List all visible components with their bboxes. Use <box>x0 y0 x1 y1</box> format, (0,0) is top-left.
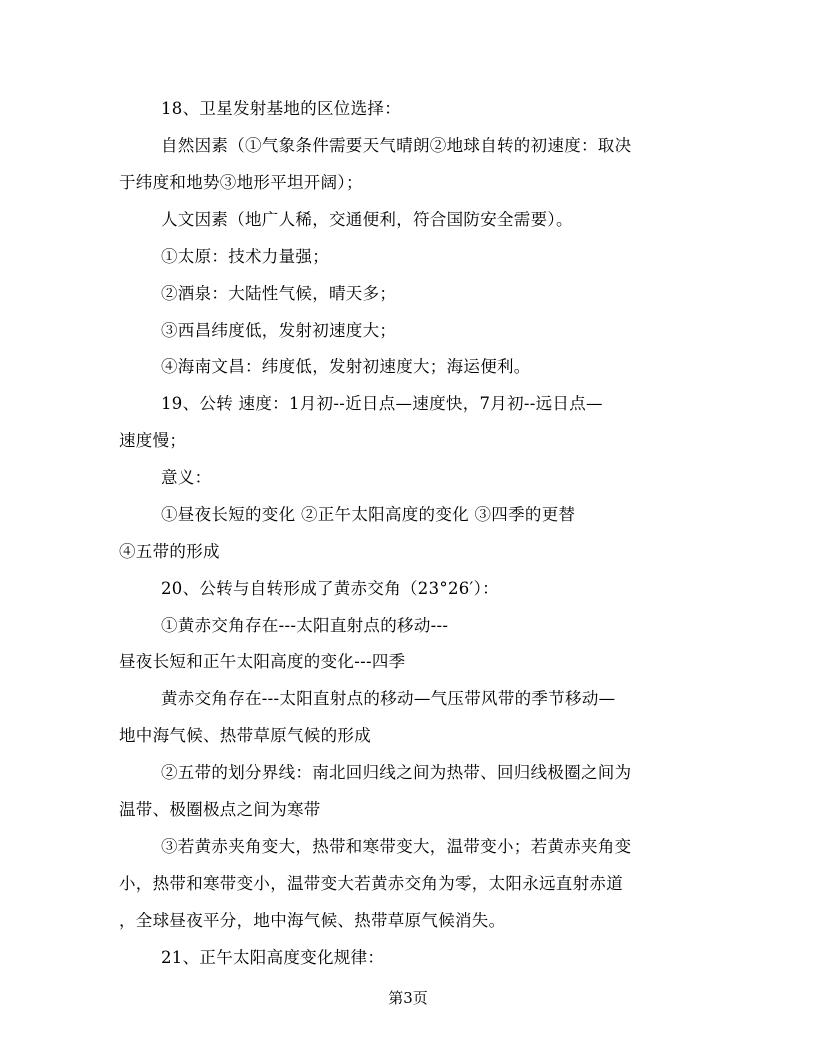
text-line: 人文因素（地广人稀，交通便利，符合国防安全需要）。 <box>161 210 573 229</box>
text-line: 于纬度和地势③地形平坦开阔）； <box>119 173 363 192</box>
text-line: ②酒泉：大陆性气候，晴天多； <box>161 284 397 303</box>
text-line: 20、公转与自转形成了黄赤交角（23°26′）： <box>161 579 499 598</box>
text-line: ④五带的形成 <box>119 542 220 561</box>
text-line: 意义： <box>161 468 212 487</box>
text-line: 小，热带和寒带变小，温带变大若黄赤交角为零，太阳永远直射赤道 <box>119 874 623 893</box>
text-line: ③西昌纬度低，发射初速度大； <box>161 321 397 340</box>
text-line: 昼夜长短和正午太阳高度的变化---四季 <box>119 652 406 671</box>
text-line: ①昼夜长短的变化 ②正午太阳高度的变化 ③四季的更替 <box>161 505 576 524</box>
text-line: 18、卫星发射基地的区位选择： <box>161 99 401 118</box>
text-line: 温带、极圈极点之间为寒带 <box>119 800 321 819</box>
text-line: 地中海气候、热带草原气候的形成 <box>119 726 371 745</box>
text-line: ①黄赤交角存在---太阳直射点的移动--- <box>161 616 449 635</box>
text-line: ④海南文昌：纬度低，发射初速度大；海运便利。 <box>161 357 531 376</box>
text-line: 自然因素（①气象条件需要天气晴朗②地球自转的初速度：取决 <box>161 136 632 155</box>
text-line: 速度慢； <box>119 431 187 450</box>
text-line: ②五带的划分界线：南北回归线之间为热带、回归线极圈之间为 <box>161 763 632 782</box>
text-line: ①太原：技术力量强； <box>161 247 329 266</box>
text-line: 黄赤交角存在---太阳直射点的移动—气压带风带的季节移动— <box>161 689 616 708</box>
text-line: ③若黄赤夹角变大，热带和寒带变大，温带变小；若黄赤夹角变 <box>161 837 632 856</box>
text-line: ，全球昼夜平分，地中海气候、热带草原气候消失。 <box>119 911 506 930</box>
page-number: 第3页 <box>388 989 428 1007</box>
text-line: 21、正午太阳高度变化规律： <box>161 948 385 967</box>
text-line: 19、公转 速度：1月初--近日点—速度快，7月初--远日点— <box>161 394 603 413</box>
